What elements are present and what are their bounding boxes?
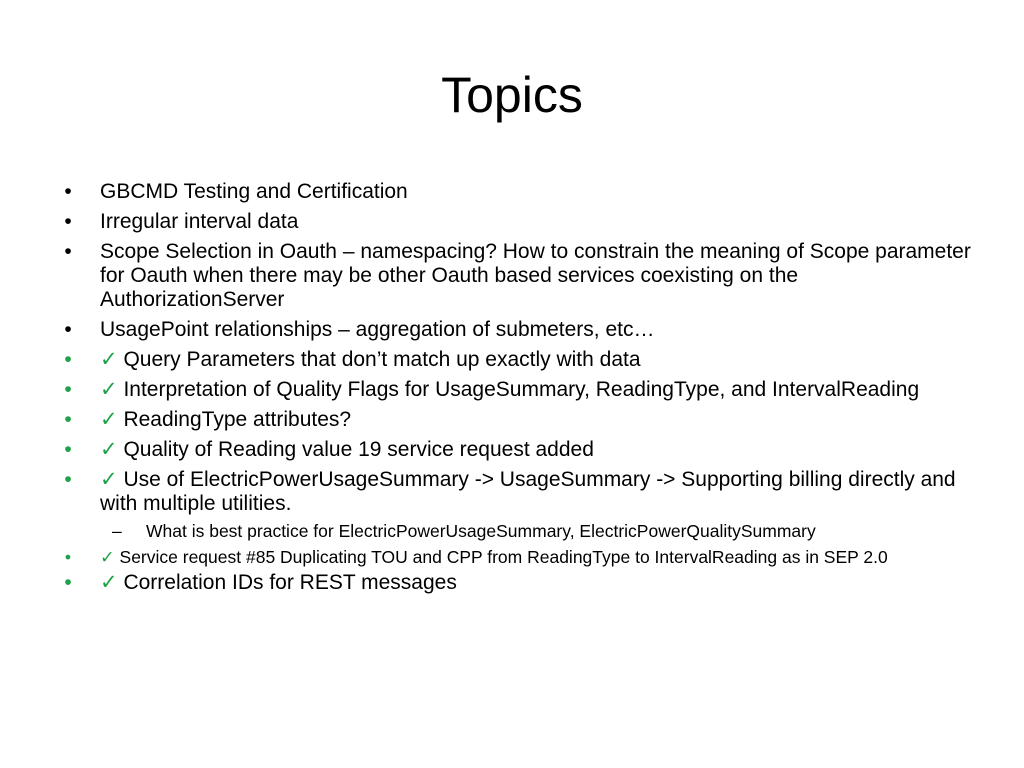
list-item-text: Correlation IDs for REST messages xyxy=(123,571,457,594)
list-item xyxy=(58,348,978,372)
sub-list-item xyxy=(58,520,978,542)
bullet-icon: • xyxy=(64,318,72,341)
bullet-icon: • xyxy=(64,180,72,203)
check-icon: ✓ xyxy=(100,408,124,431)
sub-list-item-text: What is best practice for ElectricPowerUsageSummary, ElectricPowerQualitySummary xyxy=(146,521,816,541)
list-item xyxy=(58,240,978,312)
list-item-text: Quality of Reading value 19 service request added xyxy=(123,438,594,461)
check-icon: ✓ xyxy=(100,571,124,594)
bullet-icon: • xyxy=(64,547,72,567)
bullet-icon: • xyxy=(64,571,72,594)
list-item xyxy=(58,571,978,595)
check-icon: ✓ xyxy=(100,438,124,461)
list-item-text: Service request #85 Duplicating TOU and CPP from ReadingType to IntervalReading as in SEP 2.0 xyxy=(119,547,888,567)
list-item-text: Interpretation of Quality Flags for UsageSummary, ReadingType, and IntervalReading xyxy=(123,378,920,401)
check-icon: ✓ xyxy=(100,348,124,371)
list-item xyxy=(58,210,978,234)
check-icon: ✓ xyxy=(100,468,124,491)
topic-list xyxy=(58,180,978,601)
bullet-icon: • xyxy=(64,468,72,491)
list-item-text: Scope Selection in Oauth – namespacing? How to constrain the meaning of Scope parameter for Oauth when there may be other Oauth based services coexisting on the AuthorizationServer xyxy=(100,240,971,311)
list-item-text: GBCMD Testing and Certification xyxy=(100,180,408,203)
bullet-icon: • xyxy=(64,438,72,461)
list-item xyxy=(58,378,978,402)
list-item xyxy=(58,546,978,568)
list-item-text: Irregular interval data xyxy=(100,210,299,233)
bullet-icon: • xyxy=(64,240,72,263)
list-item xyxy=(58,318,978,342)
list-item xyxy=(58,438,978,462)
check-icon: ✓ xyxy=(100,378,124,401)
check-icon: ✓ xyxy=(100,547,120,567)
list-item-text: Query Parameters that don’t match up exactly with data xyxy=(123,348,641,371)
list-item-text: Use of ElectricPowerUsageSummary -> UsageSummary -> Supporting billing directly and with multiple utilities. xyxy=(100,468,956,515)
list-item xyxy=(58,408,978,432)
dash-icon: – xyxy=(112,521,122,541)
bullet-icon: • xyxy=(64,210,72,233)
list-item xyxy=(58,468,978,516)
slide-title: Topics xyxy=(441,67,583,123)
bullet-icon: • xyxy=(64,378,72,401)
list-item-text: ReadingType attributes? xyxy=(123,408,352,431)
list-item xyxy=(58,180,978,204)
bullet-icon: • xyxy=(64,348,72,371)
bullet-icon: • xyxy=(64,408,72,431)
list-item-text: UsagePoint relationships – aggregation of submeters, etc… xyxy=(100,318,655,341)
